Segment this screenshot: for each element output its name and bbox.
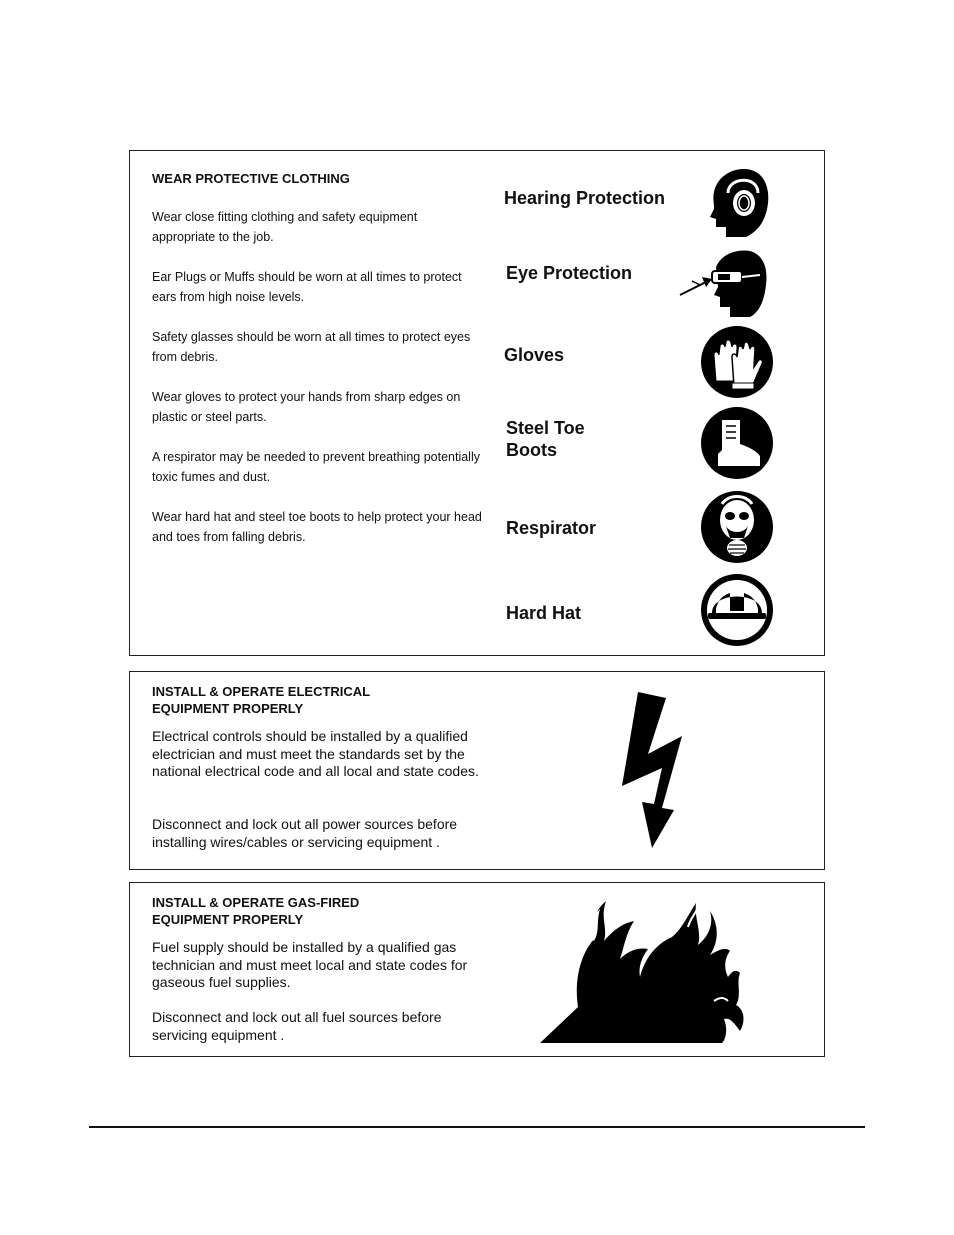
hearing-protection-icon bbox=[700, 165, 774, 239]
electrical-heading-line-1: INSTALL & OPERATE ELECTRICAL bbox=[152, 684, 371, 699]
ppe-label-hard-hat: Hard Hat bbox=[506, 603, 582, 623]
gloves-icon bbox=[700, 325, 774, 399]
electrical-paragraph-2: Disconnect and lock out all power sources before installing wires/cables or servicing equipment . bbox=[152, 816, 458, 850]
lightning-bolt-icon bbox=[618, 690, 686, 850]
protective-paragraph-2: Ear Plugs or Muffs should be worn at all times to protect ears from high noise levels. bbox=[152, 270, 462, 304]
protective-paragraph-4: Wear gloves to protect your hands from sharp edges on plastic or steel parts. bbox=[152, 390, 461, 424]
gas-heading-line-2: EQUIPMENT PROPERLY bbox=[152, 912, 304, 927]
ppe-label-eye: Eye Protection bbox=[506, 263, 633, 283]
ppe-label-respirator: Respirator bbox=[506, 518, 597, 538]
protective-heading: WEAR PROTECTIVE CLOTHING bbox=[152, 171, 350, 186]
protective-paragraph-6: Wear hard hat and steel toe boots to help protect your head and toes from falling debris. bbox=[152, 510, 482, 544]
ppe-label-hearing: Hearing Protection bbox=[504, 188, 666, 208]
protective-clothing-panel bbox=[129, 150, 825, 656]
footer-rule bbox=[89, 1126, 865, 1128]
protective-paragraph-3: Safety glasses should be worn at all times to protect eyes from debris. bbox=[152, 330, 471, 364]
gas-paragraph-2: Disconnect and lock out all fuel sources before servicing equipment . bbox=[152, 1009, 442, 1043]
respirator-icon bbox=[700, 490, 774, 564]
ppe-label-boots: Steel Toe Boots bbox=[506, 418, 585, 460]
protective-paragraph-1: Wear close fitting clothing and safety equipment appropriate to the job. bbox=[152, 210, 418, 244]
steel-toe-boots-icon bbox=[700, 406, 774, 480]
electrical-heading-line-2: EQUIPMENT PROPERLY bbox=[152, 701, 304, 716]
flame-icon bbox=[538, 897, 746, 1045]
eye-protection-icon bbox=[678, 247, 770, 321]
gas-paragraph-1: Fuel supply should be installed by a qualified gas technician and must meet local and state codes for gaseous fuel supplies. bbox=[152, 939, 468, 990]
gas-heading-line-1: INSTALL & OPERATE GAS-FIRED bbox=[152, 895, 360, 910]
gas-fired-panel bbox=[129, 882, 825, 1057]
ppe-label-gloves: Gloves bbox=[504, 345, 565, 365]
electrical-paragraph-1: Electrical controls should be installed by a qualified electrician and must meet the standards set by the national electrical code and all local and state codes. bbox=[152, 728, 479, 779]
protective-paragraph-5: A respirator may be needed to prevent breathing potentially toxic fumes and dust. bbox=[152, 450, 480, 484]
hard-hat-icon bbox=[700, 573, 774, 647]
electrical-panel bbox=[129, 671, 825, 870]
